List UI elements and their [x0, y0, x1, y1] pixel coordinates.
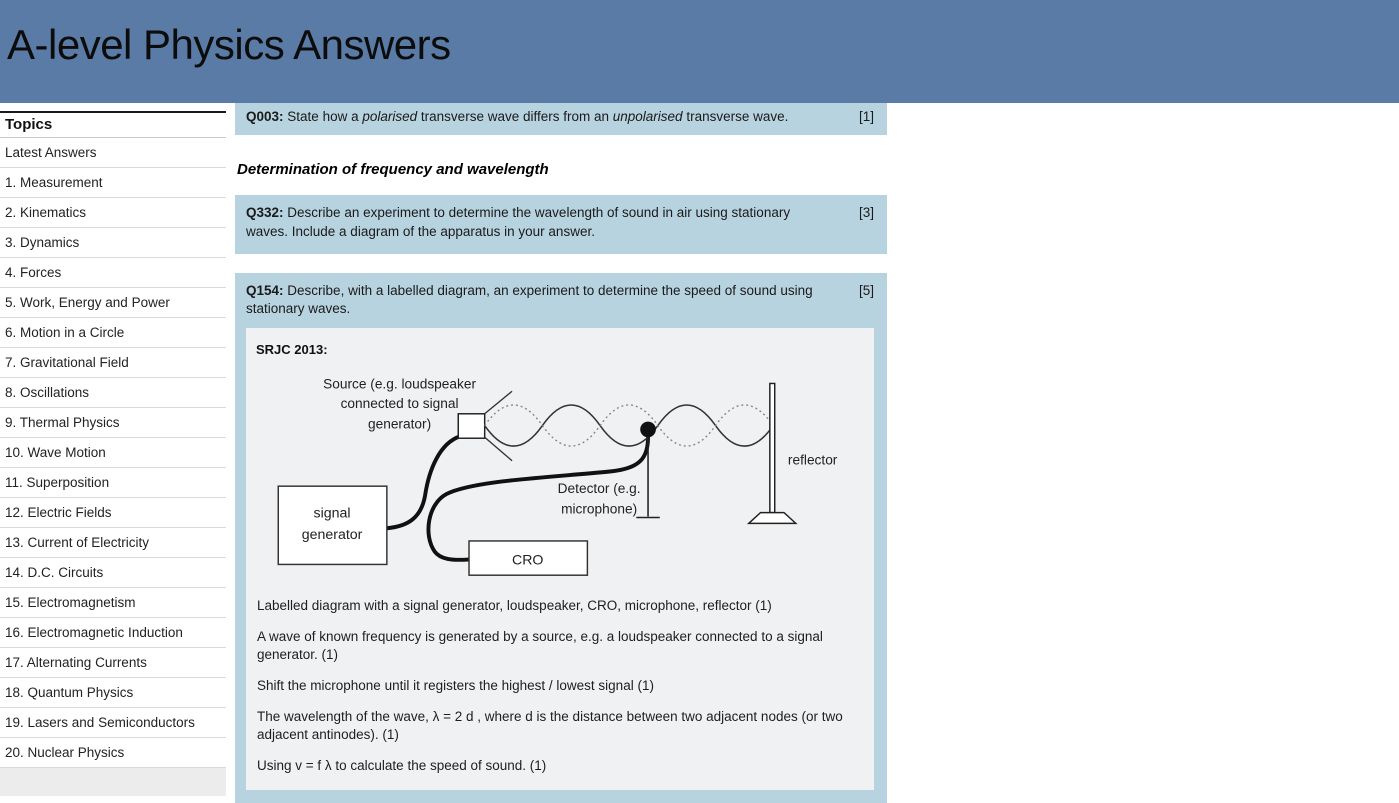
marks-badge: [5]: [858, 283, 874, 299]
question-text-part: transverse wave differs from an: [420, 109, 609, 124]
cro-label: CRO: [511, 552, 544, 569]
question-box-q003: [235, 103, 887, 135]
sidebar-item-motion-in-circle[interactable]: 6. Motion in a Circle: [0, 318, 226, 348]
sidebar-item-forces[interactable]: 4. Forces: [0, 258, 226, 288]
sidebar-item-dynamics[interactable]: 3. Dynamics: [0, 228, 226, 258]
sidebar-item-wave-motion[interactable]: 10. Wave Motion: [0, 438, 226, 468]
sidebar-item-alternating-currents[interactable]: 17. Alternating Currents: [0, 648, 226, 678]
answer-source-label: SRJC 2013:: [256, 341, 328, 357]
sidebar-item-kinematics[interactable]: 2. Kinematics: [0, 198, 226, 228]
answer-point: Labelled diagram with a signal generator, loudspeaker, CRO, microphone, reflector (1): [257, 597, 772, 613]
answer-point: A wave of known frequency is generated by a source, e.g. a loudspeaker connected to a signal generator. (1): [257, 628, 823, 662]
signal-generator-to-speaker-cable: [387, 436, 460, 528]
question-text-italic: unpolarised: [612, 109, 683, 124]
sidebar-item-electromagnetism[interactable]: 15. Electromagnetism: [0, 588, 226, 618]
topics-sidebar: [0, 103, 226, 796]
standing-wave-dotted: [485, 405, 774, 446]
sidebar-footer-strip: [0, 768, 226, 796]
sidebar-item-latest-answers[interactable]: Latest Answers: [0, 138, 226, 168]
microphone-tip: [640, 421, 656, 437]
page-title: A-level Physics Answers: [7, 21, 451, 68]
answer-point: Using v = f λ to calculate the speed of sound. (1): [257, 757, 547, 773]
question-text-part: Describe, with a labelled diagram, an experiment to determine the speed of sound using stationary waves.: [246, 283, 813, 317]
sidebar-item-dc-circuits[interactable]: 14. D.C. Circuits: [0, 558, 226, 588]
question-text: [246, 282, 859, 319]
question-box-q154: [235, 273, 887, 803]
question-id: Q332:: [246, 205, 284, 221]
answer-point: Shift the microphone until it registers the highest / lowest signal (1): [257, 677, 654, 693]
question-text-italic: polarised: [362, 109, 418, 124]
signal-generator-label-line1: signal: [313, 505, 351, 522]
reflector-base: [749, 512, 796, 523]
sidebar-item-gravitational-field[interactable]: 7. Gravitational Field: [0, 348, 226, 378]
detector-label-line2: microphone): [561, 501, 638, 517]
source-label-line2: connected to signal: [340, 395, 459, 411]
standing-wave-solid: [485, 405, 774, 446]
sidebar-heading: Topics: [0, 111, 226, 138]
sidebar-item-electric-fields[interactable]: 12. Electric Fields: [0, 498, 226, 528]
section-heading: Determination of frequency and wavelength: [237, 161, 549, 179]
site-header: [0, 0, 1399, 103]
question-row: [246, 282, 874, 319]
question-text: [246, 108, 859, 126]
sidebar-item-measurement[interactable]: 1. Measurement: [0, 168, 226, 198]
detector-label-line1: Detector (e.g.: [557, 480, 641, 496]
signal-generator-label-line2: generator: [301, 526, 363, 543]
reflector-rod: [770, 383, 775, 512]
question-text: [246, 204, 859, 241]
question-box-q332: [235, 195, 887, 254]
loudspeaker-box: [458, 414, 484, 438]
sidebar-item-lasers-semiconductors[interactable]: 19. Lasers and Semiconductors: [0, 708, 226, 738]
source-label-line1: Source (e.g. loudspeaker: [323, 376, 477, 392]
source-label-line3: generator): [367, 416, 432, 432]
marks-badge: [3]: [858, 205, 874, 221]
sidebar-item-oscillations[interactable]: 8. Oscillations: [0, 378, 226, 408]
question-id: Q003:: [246, 109, 284, 124]
main-content: [235, 103, 887, 803]
sidebar-item-quantum-physics[interactable]: 18. Quantum Physics: [0, 678, 226, 708]
reflector-label: reflector: [787, 452, 838, 468]
apparatus-diagram: [256, 359, 864, 584]
question-text-part: State how a: [287, 109, 359, 124]
topic-list: [0, 138, 226, 768]
sidebar-item-thermal-physics[interactable]: 9. Thermal Physics: [0, 408, 226, 438]
answer-card: [246, 328, 874, 791]
signal-generator-box: [278, 486, 387, 564]
answer-point: The wavelength of the wave, λ = 2 d , where d is the distance between two adjacent nodes (or two adjacent antinodes). (1): [257, 708, 843, 742]
question-text-part: Describe an experiment to determine the wavelength of sound in air using stationary waves. Include a diagram of the apparatus in your answer.: [246, 205, 791, 239]
marks-badge: [1]: [858, 109, 874, 124]
sidebar-item-nuclear-physics[interactable]: 20. Nuclear Physics: [0, 738, 226, 768]
question-id: Q154:: [246, 283, 284, 299]
question-text-part: transverse wave.: [686, 109, 789, 124]
sidebar-item-superposition[interactable]: 11. Superposition: [0, 468, 226, 498]
sidebar-item-current-of-electricity[interactable]: 13. Current of Electricity: [0, 528, 226, 558]
sidebar-item-work-energy-power[interactable]: 5. Work, Energy and Power: [0, 288, 226, 318]
sidebar-item-electromagnetic-induction[interactable]: 16. Electromagnetic Induction: [0, 618, 226, 648]
